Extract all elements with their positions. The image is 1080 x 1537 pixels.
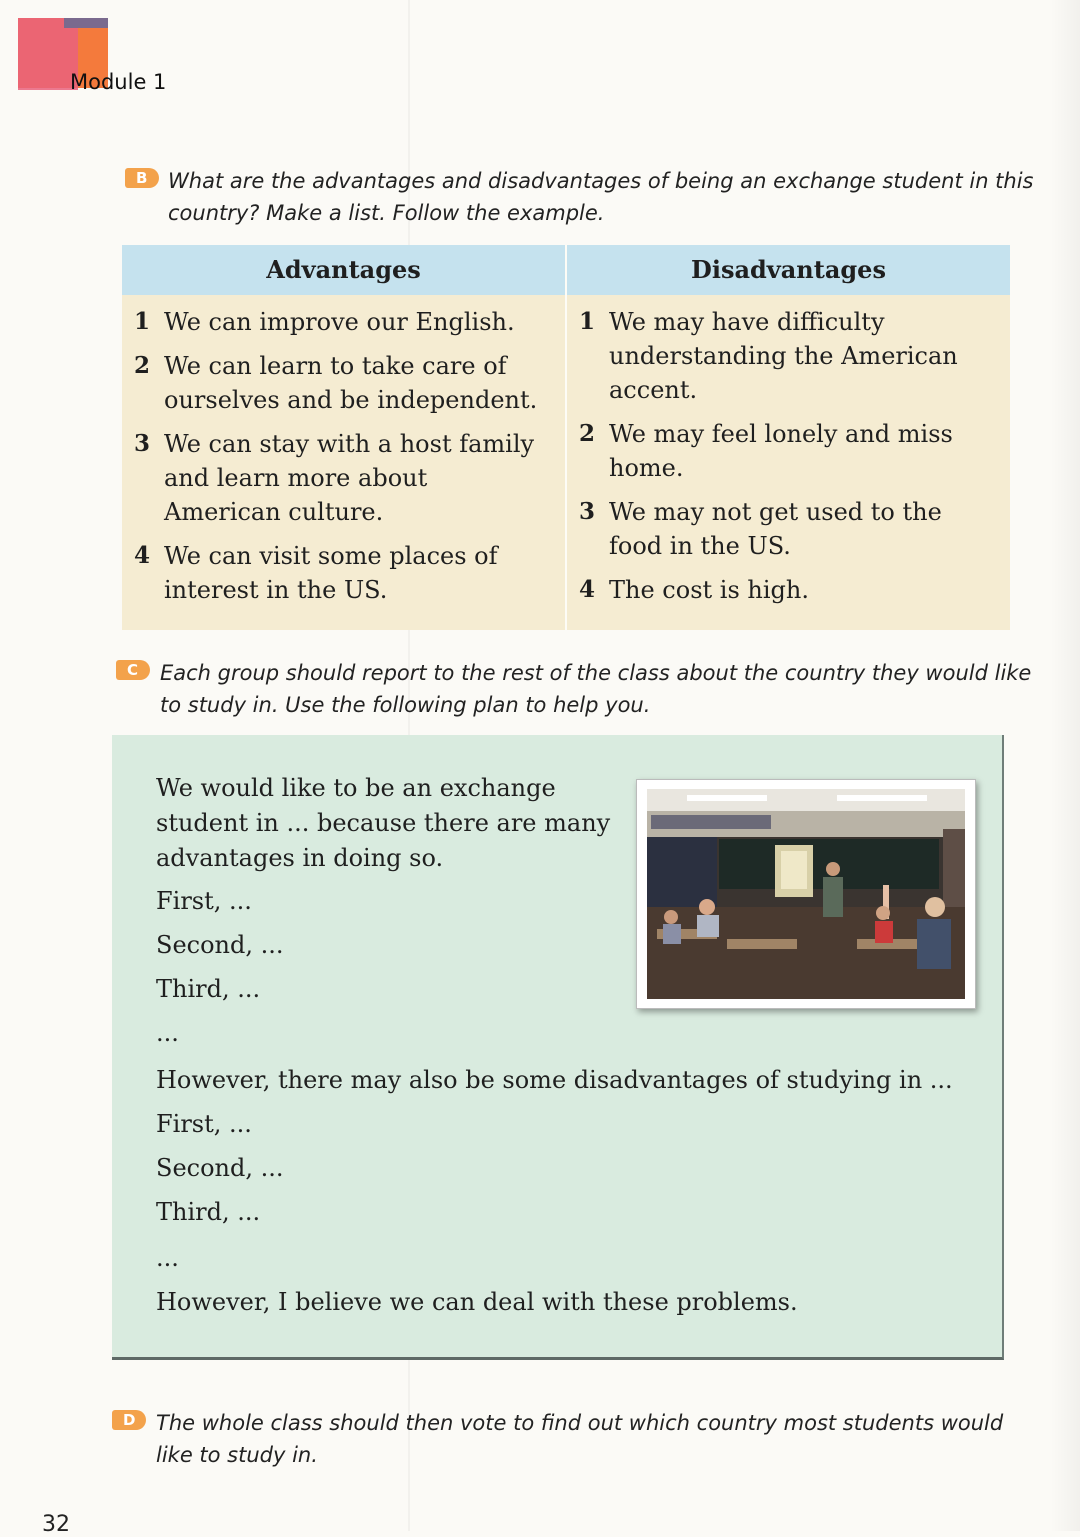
section-d-instruction: [156, 1407, 1003, 1471]
plan-second-advantage: Second, ...: [156, 931, 284, 959]
disadvantage-number: 4: [579, 576, 596, 603]
advantage-text: We can learn to take care of ourselves and be independent.: [164, 352, 538, 414]
section-c-instruction-line1: Each group should report to the rest of the class about the country they would like: [160, 661, 1032, 685]
advantage-number: 3: [134, 430, 151, 457]
advantage-text: We can improve our English.: [164, 308, 515, 336]
disadvantage-item: [569, 305, 999, 407]
plan-ellipsis-disadvantages: ...: [156, 1244, 179, 1272]
disadvantage-number: 3: [579, 498, 596, 525]
disadvantage-item: [569, 417, 999, 485]
plan-third-advantage: Third, ...: [156, 975, 261, 1003]
section-d-tag: D: [112, 1410, 146, 1430]
disadvantage-item: [569, 573, 999, 607]
disadvantage-number: 1: [579, 308, 596, 335]
plan-first-advantage: First, ...: [156, 887, 252, 915]
section-c-instruction: [160, 657, 1031, 721]
report-plan-box: [112, 735, 1004, 1360]
plan-third-disadvantage: Third, ...: [156, 1198, 261, 1226]
section-c-tag: C: [116, 660, 150, 680]
disadvantages-list: [569, 305, 999, 617]
column-divider: [565, 245, 567, 630]
disadvantages-header: Disadvantages: [691, 255, 886, 284]
logo-pink-square: [18, 18, 78, 90]
advantages-disadvantages-table: [122, 245, 1010, 630]
advantage-item: [124, 349, 544, 417]
plan-intro-line1: We would like to be an exchange: [156, 774, 556, 802]
plan-first-disadvantage: First, ...: [156, 1110, 252, 1138]
module-title: Module 1: [70, 70, 167, 94]
advantage-number: 2: [134, 352, 151, 379]
disadvantage-item: [569, 495, 999, 563]
advantage-text: We can visit some places of interest in the US.: [164, 542, 498, 604]
section-d-instruction-line2: like to study in.: [156, 1443, 318, 1467]
advantage-text: We can stay with a host family and learn more about American culture.: [164, 430, 535, 526]
disadvantage-text: We may have difficulty understanding the American accent.: [609, 308, 958, 404]
section-b-tag: B: [125, 168, 159, 188]
plan-intro-line2: student in ... because there are many: [156, 809, 611, 837]
plan-closing: However, I believe we can deal with these problems.: [156, 1288, 798, 1316]
classroom-photo: [636, 779, 976, 1009]
plan-intro-line3: advantages in doing so.: [156, 844, 444, 872]
advantage-number: 1: [134, 308, 151, 335]
disadvantage-text: We may feel lonely and miss home.: [609, 420, 953, 482]
advantage-item: [124, 305, 544, 339]
disadvantage-text: We may not get used to the food in the US.: [609, 498, 942, 560]
advantage-number: 4: [134, 542, 151, 569]
advantages-header: Advantages: [266, 255, 421, 284]
advantage-item: [124, 427, 544, 529]
classroom-photo-illustration: [647, 789, 965, 999]
advantages-list: [124, 305, 544, 617]
section-c-instruction-line2: to study in. Use the following plan to help you.: [160, 693, 651, 717]
section-b-instruction-line1: What are the advantages and disadvantages of being an exchange student in this: [168, 169, 1034, 193]
section-d-instruction-line1: The whole class should then vote to find out which country most students would: [156, 1411, 1004, 1435]
plan-however-disadvantages: However, there may also be some disadvantages of studying in ...: [156, 1066, 953, 1094]
plan-second-disadvantage: Second, ...: [156, 1154, 284, 1182]
section-b-instruction: [168, 165, 1034, 229]
page-edge-shade: [1050, 0, 1080, 1531]
plan-ellipsis-advantages: ...: [156, 1019, 179, 1047]
disadvantage-number: 2: [579, 420, 596, 447]
disadvantage-text: The cost is high.: [609, 576, 809, 604]
section-b-instruction-line2: country? Make a list. Follow the example.: [168, 201, 605, 225]
logo-purple-bar: [64, 18, 108, 28]
page-number: 32: [42, 1512, 70, 1537]
advantage-item: [124, 539, 544, 607]
